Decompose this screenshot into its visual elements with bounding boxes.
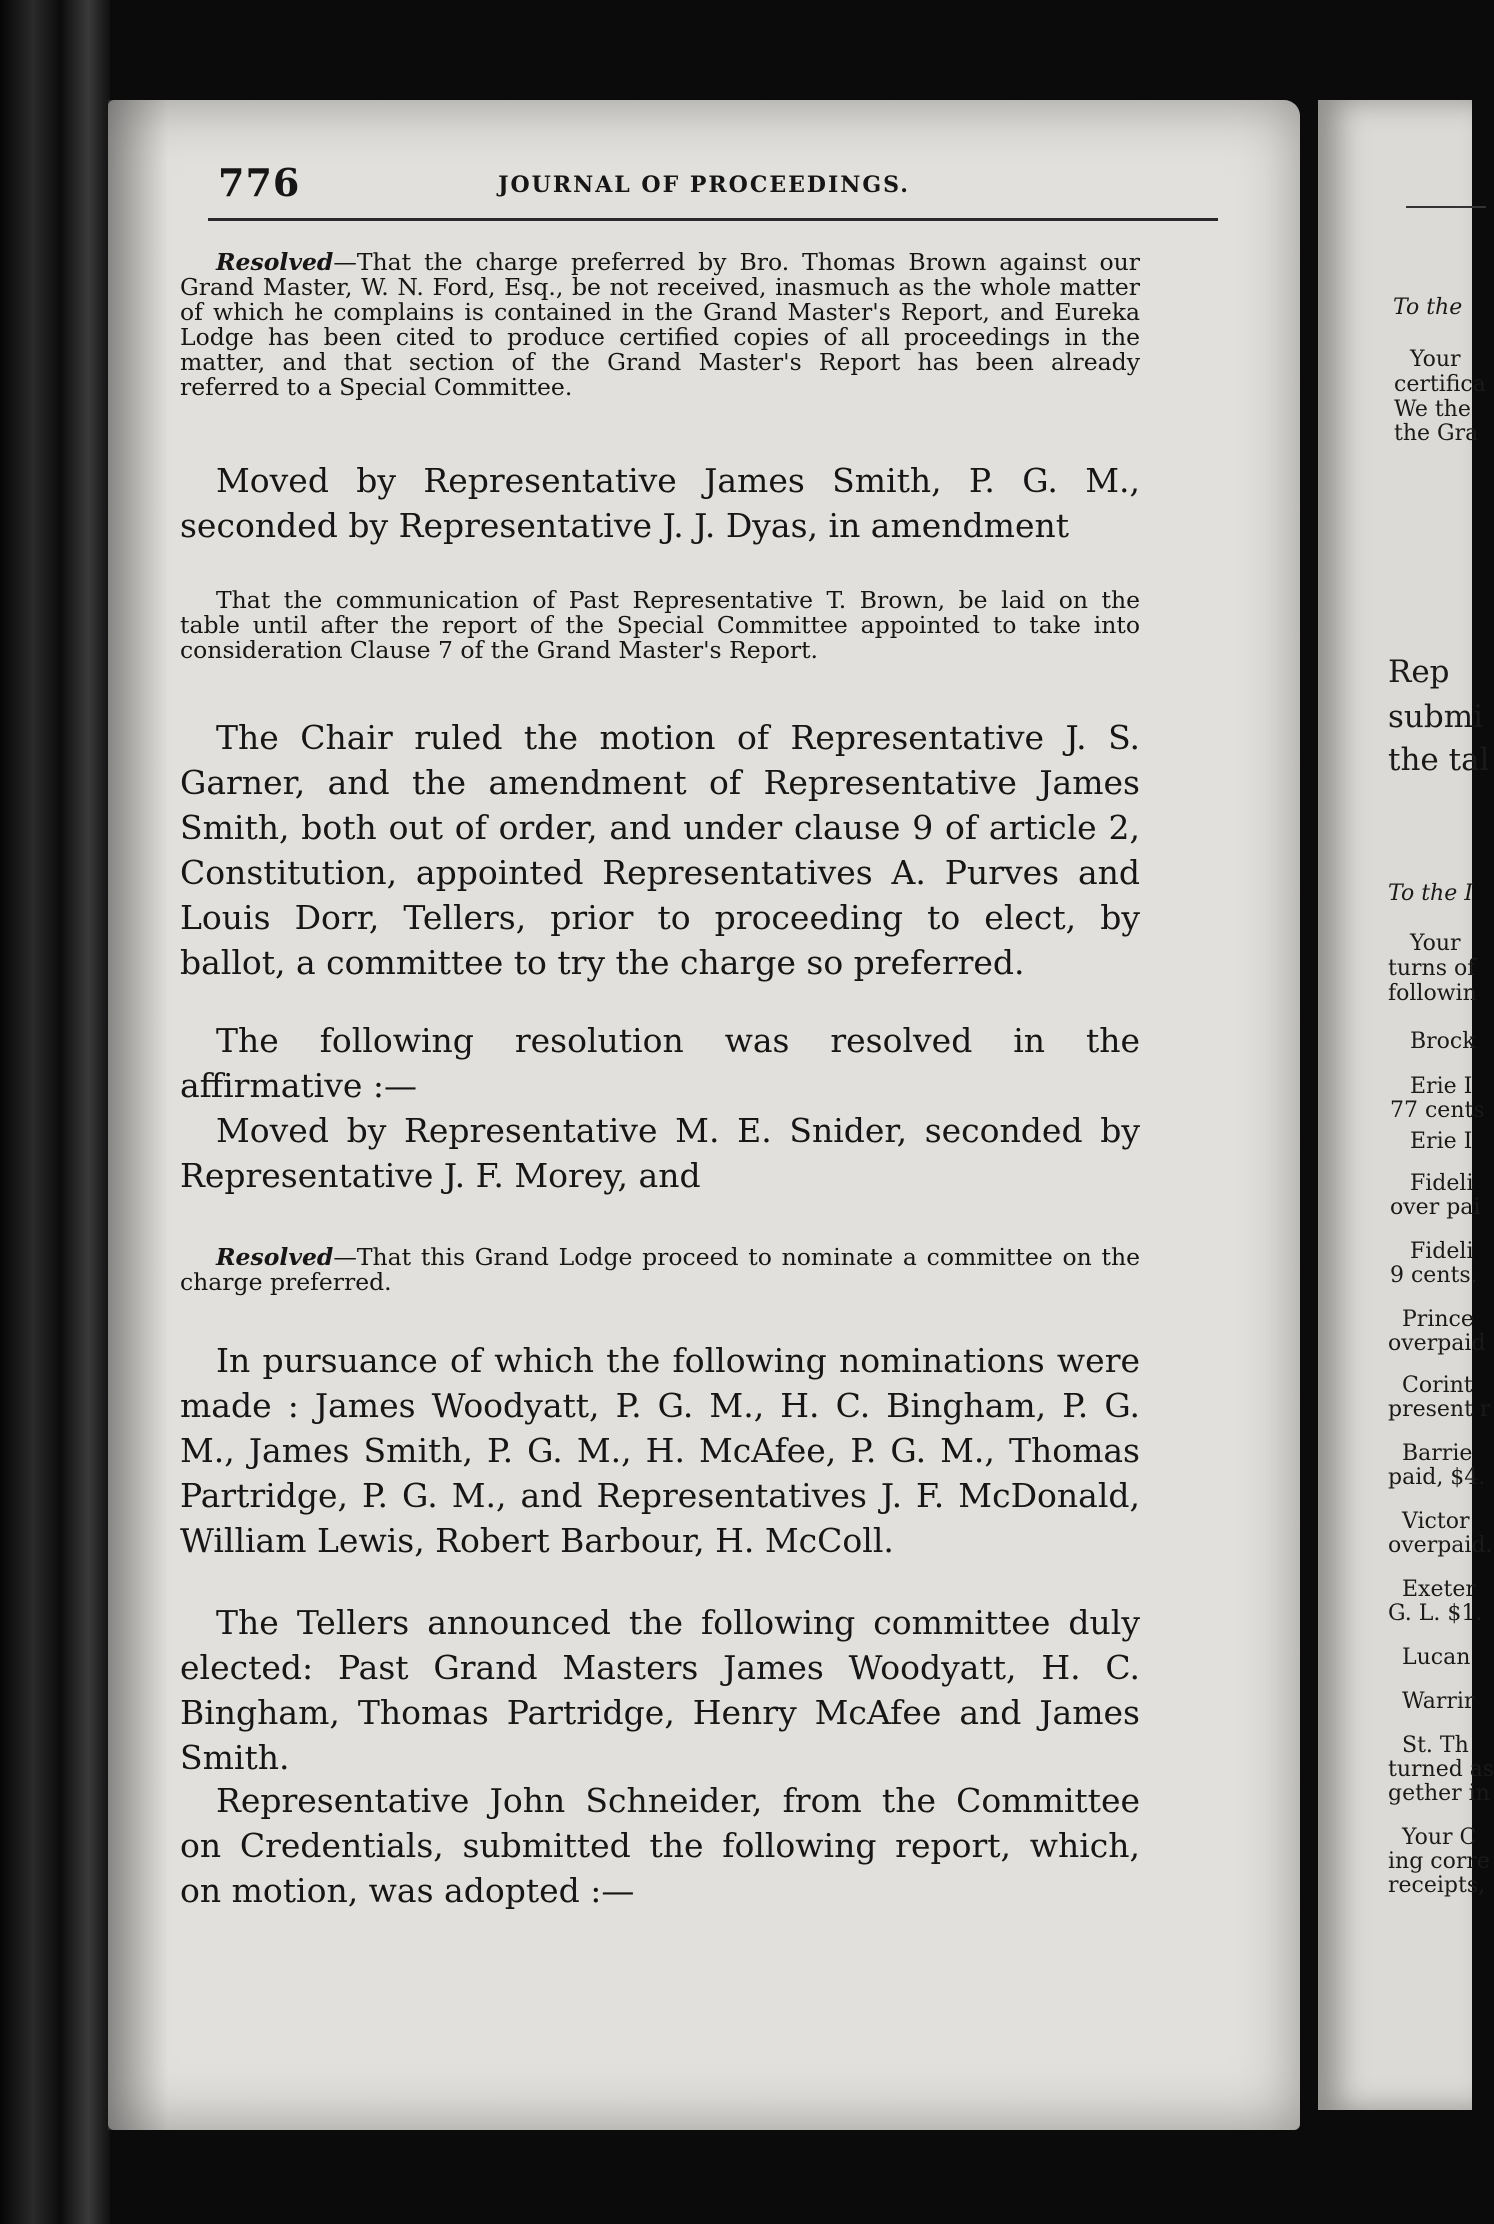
motion-paragraph-2: Moved by Representative M. E. Snider, seconded by Representative J. F. Morey, and: [180, 1111, 1140, 1195]
facing-line: Victor: [1402, 1509, 1470, 1534]
resolution-paragraph-2: Resolved—That this Grand Lodge proceed to nominate a committee on the charge preferred.: [180, 1243, 1140, 1296]
facing-line: overpaid: [1388, 1331, 1486, 1356]
facing-line: present r: [1388, 1397, 1491, 1422]
facing-line: Rep: [1388, 654, 1450, 690]
gutter-shadow: [108, 100, 168, 2130]
facing-line: To the: [1393, 295, 1463, 320]
facing-line: paid, $4.: [1388, 1465, 1486, 1490]
facing-line: turned as: [1388, 1757, 1494, 1782]
facing-line: To the I: [1388, 881, 1473, 906]
facing-line: ing corre: [1388, 1849, 1490, 1874]
facing-line: Fideli: [1410, 1171, 1474, 1196]
facing-line: Your: [1410, 347, 1461, 372]
resolution-intro-paragraph: The following resolution was resolved in the affirmative :—: [180, 1021, 1140, 1105]
page-number: 776: [218, 160, 301, 205]
facing-line: Corint: [1402, 1373, 1473, 1398]
facing-line: G. L. $1.: [1388, 1601, 1483, 1626]
facing-line: submi: [1388, 699, 1484, 735]
nominations-paragraph: In pursuance of which the following nominations were made : James Woodyatt, P. G. M., H. C. Bingham, P. G. M., James Smith, P. G. M., H. McAfee, P. G. M., Thomas Partridge, P. G. M., and Representatives J. F. McDonald, William Lewis, Robert Barbour, H. McColl.: [180, 1341, 1140, 1560]
facing-line: Warrir: [1402, 1689, 1475, 1714]
motion-paragraph-1: Moved by Representative James Smith, P. G. M., seconded by Representative J. J. Dyas, in amendment: [180, 461, 1140, 545]
facing-line: We the: [1394, 397, 1471, 422]
facing-line: over pai: [1390, 1195, 1481, 1220]
facing-line: Fideli: [1410, 1239, 1474, 1264]
book-spine: [0, 0, 110, 2224]
facing-line: the tal: [1388, 742, 1490, 778]
facing-line: certifica: [1394, 372, 1486, 397]
running-head: JOURNAL OF PROCEEDINGS.: [498, 172, 910, 198]
resolution-paragraph-1: Resolved—That the charge preferred by Bro. Thomas Brown against our Grand Master, W. N. Ford, Esq., be not received, inasmuch as the whole matter of which he complains is contained in the Grand Master's Report, and Eureka Lodge has been cited to produce certified copies of all proceedings in the matter, and that section of the Grand Master's Report has been already referred to a Special Committee.: [180, 248, 1140, 401]
facing-header-rule: [1406, 206, 1486, 208]
facing-line: Prince: [1402, 1307, 1474, 1332]
facing-line: Brock: [1410, 1029, 1476, 1054]
tellers-paragraph: The Tellers announced the following committee duly elected: Past Grand Masters James Woodyatt, H. C. Bingham, Thomas Partridge, Henry McAfee and James Smith.: [180, 1603, 1140, 1777]
facing-page: [1318, 100, 1494, 2110]
facing-line: overpaid.: [1388, 1533, 1493, 1558]
facing-line: Erie I: [1410, 1074, 1473, 1099]
header-rule: [208, 218, 1218, 221]
facing-line: 77 cents: [1390, 1098, 1485, 1123]
facing-line: the Gra: [1394, 421, 1479, 446]
facing-line: Your C: [1402, 1825, 1477, 1850]
amendment-paragraph: That the communication of Past Representative T. Brown, be laid on the table until after the report of the Special Committee appointed to take into consideration Clause 7 of the Grand Master's Report.: [180, 586, 1140, 664]
facing-line: 9 cents.: [1390, 1263, 1478, 1288]
facing-line: Exeter: [1402, 1577, 1476, 1602]
chair-ruling-paragraph: The Chair ruled the motion of Representative J. S. Garner, and the amendment of Representative James Smith, both out of order, and under clause 9 of article 2, Constitution, appointed Representatives A. Purves and Louis Dorr, Tellers, prior to proceeding to elect, by ballot, a committee to try the charge so preferred.: [180, 718, 1140, 982]
facing-line: receipts,: [1388, 1873, 1486, 1898]
facing-line: Erie I: [1410, 1129, 1473, 1154]
facing-line: Barrie: [1402, 1441, 1473, 1466]
facing-line: Lucan: [1402, 1645, 1471, 1670]
facing-line: St. Th: [1402, 1733, 1469, 1758]
facing-line: Your: [1410, 931, 1461, 956]
facing-line: followin: [1388, 981, 1477, 1006]
facing-line: turns of: [1388, 956, 1476, 981]
credentials-paragraph: Representative John Schneider, from the Committee on Credentials, submitted the following report, which, on motion, was adopted :—: [180, 1781, 1140, 1910]
facing-line: gether in: [1388, 1781, 1490, 1806]
